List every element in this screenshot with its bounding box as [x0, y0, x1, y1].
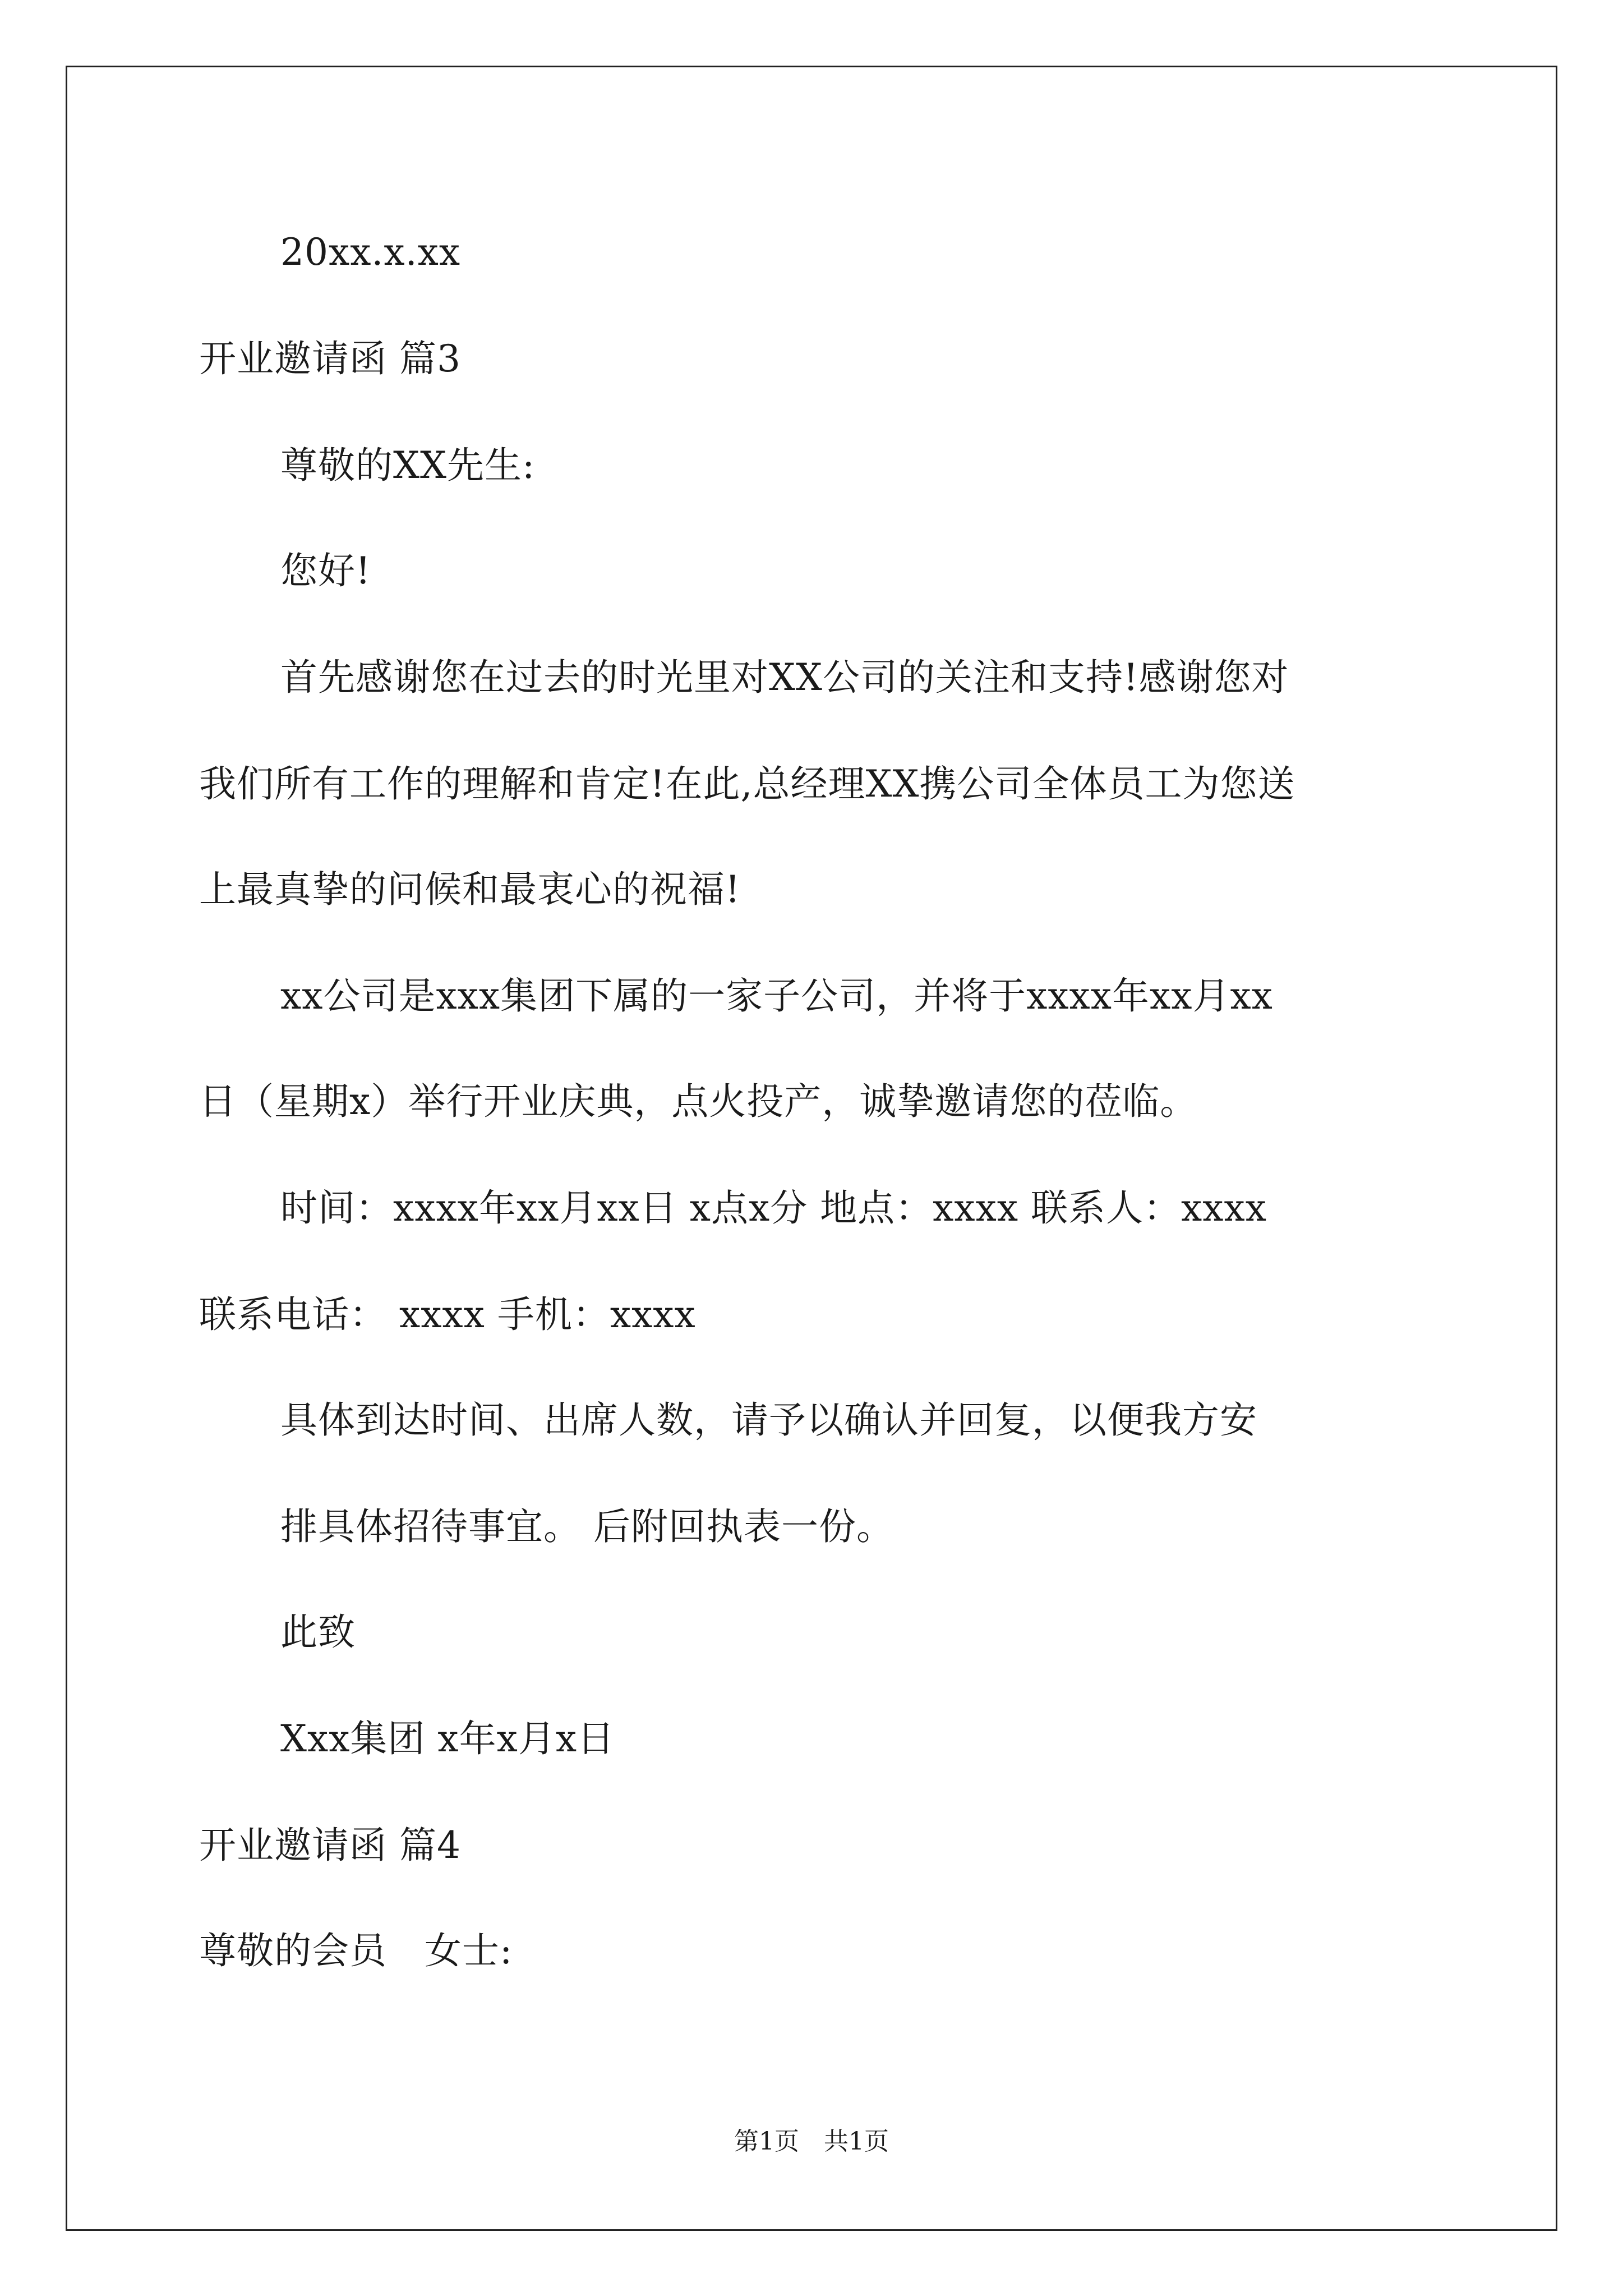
paragraph-3-line-2: 联系电话： xxxx 手机：xxxx — [199, 1293, 696, 1336]
paragraph-1-line-3: 上最真挚的问候和最衷心的祝福! — [199, 868, 741, 911]
paragraph-1-line-2: 我们所有工作的理解和肯定!在此,总经理XX携公司全体员工为您送 — [199, 762, 1295, 806]
greeting: 您好! — [280, 549, 371, 592]
paragraph-3-line-1: 时间：xxxx年xx月xx日 x点x分 地点：xxxx 联系人：xxxx — [280, 1186, 1267, 1230]
paragraph-2-line-1: xx公司是xxx集团下属的一家子公司，并将于xxxx年xx月xx — [280, 974, 1273, 1018]
salutation-3: 尊敬的XX先生: — [280, 444, 536, 487]
paragraph-1-line-1: 首先感谢您在过去的时光里对XX公司的关注和支持!感谢您对 — [280, 656, 1289, 699]
section-heading-4: 开业邀请函 篇4 — [199, 1824, 461, 1867]
closing: 此致 — [280, 1611, 356, 1654]
page-border — [66, 66, 1557, 2231]
salutation-4: 尊敬的会员 女士: — [199, 1929, 513, 1972]
paragraph-4-line-2: 排具体招待事宜。 后附回执表一份。 — [280, 1505, 894, 1548]
paragraph-4-line-1: 具体到达时间、出席人数，请予以确认并回复，以便我方安 — [280, 1398, 1257, 1442]
page-footer: 第1页 共1页 — [734, 2127, 889, 2156]
section-heading-3: 开业邀请函 篇3 — [199, 337, 461, 380]
paragraph-2-line-2: 日（星期x）举行开业庆典，点火投产，诚挚邀请您的莅临。 — [199, 1080, 1198, 1123]
date-line: 20xx.x.xx — [280, 231, 461, 274]
signature: Xxx集团 x年x月x日 — [280, 1717, 615, 1760]
